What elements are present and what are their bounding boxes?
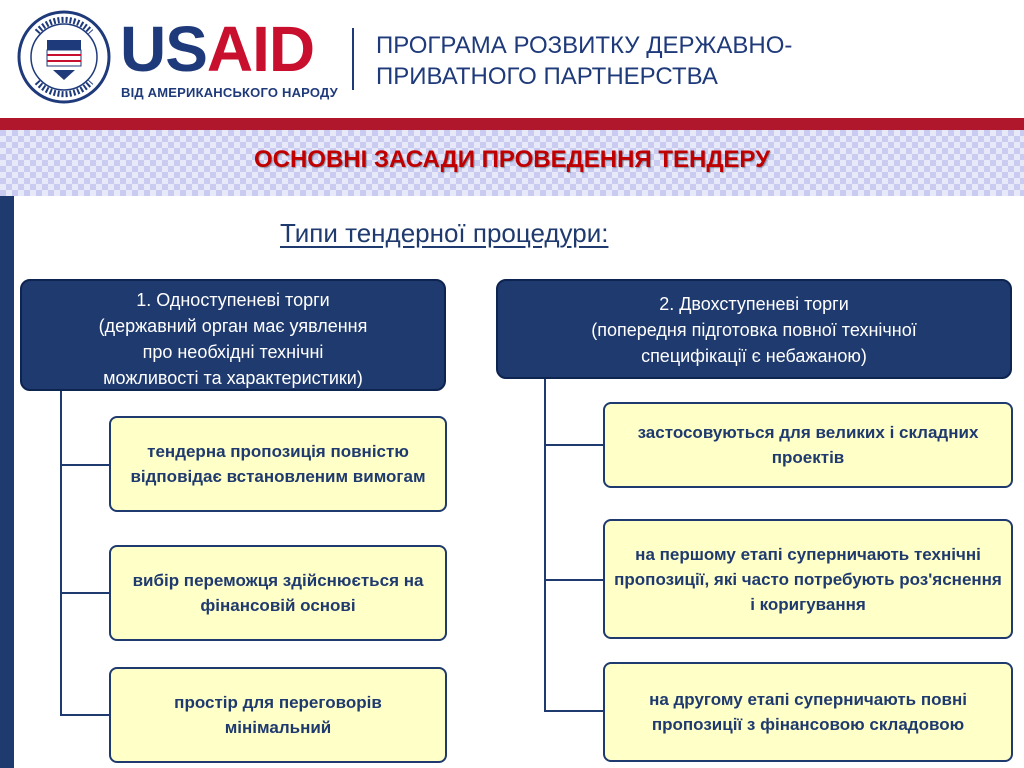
left-tree-branch	[60, 464, 110, 466]
header	[0, 0, 1024, 118]
logo-us: US	[120, 13, 207, 85]
left-tree-branch	[60, 592, 110, 594]
program-title-line1: ПРОГРАМА РОЗВИТКУ ДЕРЖАВНО-	[376, 32, 793, 59]
right-tree-branch	[544, 579, 604, 581]
header-divider	[352, 28, 354, 90]
right-tree-branch	[544, 444, 604, 446]
right-tree-branch	[544, 710, 604, 712]
left-item-2: вибір переможця здійснюється на фінансовій основі	[109, 545, 447, 641]
left-tree-branch	[60, 714, 110, 716]
right-head-box	[496, 279, 1012, 379]
right-head-line: (попередня підготовка повної технічної	[591, 320, 917, 340]
left-side-bar	[0, 196, 14, 768]
right-item-2: на першому етапі суперничають технічні пропозиції, які часто потребують роз'яснення і коригування	[603, 519, 1013, 639]
left-head-box	[20, 279, 446, 391]
left-head-line: можливості та характеристики)	[103, 368, 363, 388]
program-title	[376, 30, 936, 92]
header-red-bar	[0, 118, 1024, 130]
left-head-line: про необхідні технічні	[142, 342, 324, 362]
left-head-line: (державний орган має уявлення	[98, 316, 368, 336]
program-title-line2: ПРИВАТНОГО ПАРТНЕРСТВА	[376, 63, 718, 90]
left-item-1: тендерна пропозиція повністю відповідає встановленим вимогам	[109, 416, 447, 512]
usaid-logo	[120, 13, 315, 85]
right-head-line: 2. Двохступеневі торги	[659, 294, 849, 314]
left-item-3: простір для переговорів мінімальний	[109, 667, 447, 763]
right-tree-trunk	[544, 379, 546, 711]
subtitle: Типи тендерної процедури:	[280, 218, 609, 248]
left-tree-trunk	[60, 391, 62, 715]
left-head-line: 1. Одноступеневі торги	[136, 290, 330, 310]
usaid-seal-icon	[17, 10, 111, 104]
logo-tagline: ВІД АМЕРИКАНСЬКОГО НАРОДУ	[121, 85, 338, 100]
right-head-line: специфікації є небажаною)	[641, 346, 867, 366]
right-item-1: застосовуються для великих і складних проектів	[603, 402, 1013, 488]
slide-title: ОСНОВНІ ЗАСАДИ ПРОВЕДЕННЯ ТЕНДЕРУ	[253, 146, 771, 173]
logo-aid: AID	[206, 13, 315, 85]
right-item-3: на другому етапі суперничають повні пропозиції з фінансовою складовою	[603, 662, 1013, 762]
